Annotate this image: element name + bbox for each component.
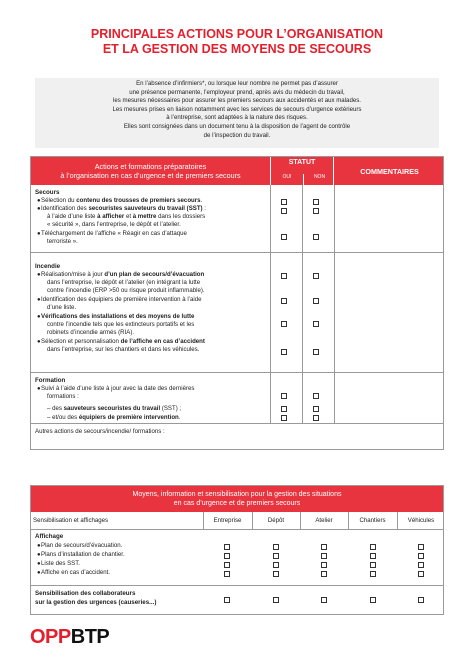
list-item-continued: dans l’entreprise, sur les chantiers et dans les véhicules. bbox=[47, 346, 200, 353]
bullet-icon: ● bbox=[37, 386, 41, 392]
intro-line: une présence permanente, l’employeur prend, après avis du médecin du travail, bbox=[129, 88, 345, 96]
list-item: Vérifications des installations et des moyens de lutte bbox=[41, 313, 195, 320]
checkbox-oui[interactable] bbox=[281, 393, 287, 399]
commentaires-header: COMMENTAIRES bbox=[360, 166, 419, 176]
column-header-chantiers: Chantiers bbox=[359, 517, 386, 524]
bullet-icon: ● bbox=[37, 339, 41, 345]
intro-line: En l’absence d’infirmiers*, ou lorsque leur nombre ne permet pas d’assurer bbox=[136, 80, 338, 87]
actions-header-label bbox=[31, 157, 270, 185]
divider bbox=[31, 423, 443, 424]
moyens-header-line-1: Moyens, information et sensibilisation pour la gestion des situations bbox=[132, 491, 342, 498]
actions-table-header bbox=[31, 157, 443, 185]
divider bbox=[270, 185, 271, 423]
checkbox-oui[interactable] bbox=[281, 321, 287, 327]
checkbox-oui[interactable] bbox=[281, 415, 287, 421]
checkbox-depot[interactable] bbox=[273, 544, 279, 550]
checkbox-oui[interactable] bbox=[281, 349, 287, 355]
checkbox-entreprise[interactable] bbox=[224, 571, 230, 577]
checkbox-atelier[interactable] bbox=[321, 562, 327, 568]
intro-line: de l’inspection du travail. bbox=[203, 131, 271, 139]
intro-line: Elles sont consignées dans un document tenu à la disposition de l’agent de contrôle bbox=[123, 122, 351, 130]
intro-line: Les mesures prises en liaison notamment avec les services de secours d’urgence extérieurs bbox=[112, 105, 362, 113]
moyens-table bbox=[30, 485, 444, 615]
checkbox-non[interactable] bbox=[313, 415, 319, 421]
list-item: Plans d’installation de chantier. bbox=[41, 551, 125, 558]
intro-line: à l’entreprise, sont adaptées à la nature des risques. bbox=[166, 114, 308, 122]
bullet-icon: ● bbox=[37, 297, 41, 303]
list-item-continued: contre l’incendie tels que les extincteurs portatifs et les bbox=[47, 321, 195, 328]
checkbox-vehicules[interactable] bbox=[418, 571, 424, 577]
section-title-incendie: Incendie bbox=[35, 263, 61, 270]
checkbox-oui[interactable] bbox=[281, 199, 287, 205]
checkbox-vehicules[interactable] bbox=[418, 562, 424, 568]
checkbox-vehicules[interactable] bbox=[418, 553, 424, 559]
checkbox-atelier[interactable] bbox=[321, 544, 327, 550]
list-item: Téléchargement de l’affiche « Réagir en cas d’attaque bbox=[41, 230, 187, 237]
section-title-formation: Formation bbox=[35, 377, 66, 384]
checkbox-atelier[interactable] bbox=[321, 597, 327, 603]
list-item: Identification des secouristes sauveteurs du travail (SST) : bbox=[41, 205, 206, 212]
checkbox-oui[interactable] bbox=[281, 298, 287, 304]
divider bbox=[31, 529, 443, 530]
bullet-icon: ● bbox=[37, 561, 41, 567]
intro-box bbox=[35, 78, 439, 148]
divider bbox=[302, 185, 303, 423]
checkbox-chantiers[interactable] bbox=[370, 553, 376, 559]
actions-header-line-1: Actions et formations préparatoires bbox=[94, 162, 207, 171]
checkbox-non[interactable] bbox=[313, 273, 319, 279]
section-title-secours: Secours bbox=[35, 189, 60, 196]
checkbox-chantiers[interactable] bbox=[370, 544, 376, 550]
checkbox-atelier[interactable] bbox=[321, 571, 327, 577]
moyens-table-header bbox=[31, 486, 443, 512]
checkbox-oui[interactable] bbox=[281, 273, 287, 279]
non-label: NON bbox=[303, 174, 335, 185]
logo-part-opp: OPP bbox=[30, 626, 71, 648]
intro-line: les mesures nécessaires pour assurer les premiers secours aux accidentés et aux malades. bbox=[113, 97, 361, 105]
logo-part-btp: BTP bbox=[70, 626, 110, 648]
checkbox-depot[interactable] bbox=[273, 571, 279, 577]
checkbox-depot[interactable] bbox=[273, 562, 279, 568]
list-item-continued: « sécurité », dans l’entreprise, le dépôt et l’atelier. bbox=[47, 221, 181, 228]
divider bbox=[31, 372, 443, 373]
list-item: Affiche en cas d’accident. bbox=[41, 569, 110, 576]
list-item-continued: robinets d’incendie armés (RIA). bbox=[47, 329, 135, 336]
bullet-icon: ● bbox=[37, 570, 41, 576]
bullet-icon: ● bbox=[37, 552, 41, 558]
checkbox-depot[interactable] bbox=[273, 553, 279, 559]
statut-header bbox=[270, 157, 334, 185]
moyens-header-line-2: en cas d’urgence et de premiers secours bbox=[173, 500, 301, 507]
checkbox-non[interactable] bbox=[313, 321, 319, 327]
checkbox-chantiers[interactable] bbox=[370, 597, 376, 603]
checkbox-non[interactable] bbox=[313, 199, 319, 205]
bullet-icon: ● bbox=[37, 198, 41, 204]
sensibilisation-label: Sensibilisation des collaborateurs sur la gestion des urgences (causeries...) bbox=[35, 590, 157, 606]
list-item-continued: contre l’incendie (ERP >50 ou risque produit inflammable). bbox=[47, 287, 205, 294]
list-item: Suivi à l’aide d’une liste à jour avec la date des dernières bbox=[41, 385, 195, 392]
column-header-depot: Dépôt bbox=[267, 517, 285, 524]
checkbox-vehicules[interactable] bbox=[418, 597, 424, 603]
checkbox-vehicules[interactable] bbox=[418, 544, 424, 550]
list-item-continued: formations : bbox=[47, 393, 79, 400]
checkbox-non[interactable] bbox=[313, 208, 319, 214]
divider bbox=[334, 185, 335, 423]
checkbox-entreprise[interactable] bbox=[224, 544, 230, 550]
checkbox-oui[interactable] bbox=[281, 208, 287, 214]
checkbox-non[interactable] bbox=[313, 234, 319, 240]
checkbox-chantiers[interactable] bbox=[370, 571, 376, 577]
list-item-continued: à l’aide d’une liste à afficher et à mettre dans les dossiers bbox=[47, 213, 206, 220]
checkbox-non[interactable] bbox=[313, 406, 319, 412]
list-item-continued: terroriste ». bbox=[47, 238, 78, 245]
column-header-vehicules: Véhicules bbox=[407, 517, 435, 524]
statut-label: STATUT bbox=[288, 159, 316, 166]
title-line-1: PRINCIPALES ACTIONS POUR L’ORGANISATION bbox=[90, 27, 384, 41]
divider bbox=[31, 585, 443, 586]
list-item: Réalisation/mise à jour d’un plan de secours/d’évacuation bbox=[41, 271, 205, 278]
checkbox-non[interactable] bbox=[313, 349, 319, 355]
section-title-affichage: Affichage bbox=[35, 533, 64, 540]
list-item-continued: d’une liste. bbox=[47, 304, 77, 311]
list-item: Identification des équipiers de première intervention à l’aide bbox=[41, 296, 202, 303]
checkbox-entreprise[interactable] bbox=[224, 562, 230, 568]
list-item-continued: dans l’entreprise, le dépôt et l’atelier (en intégrant la lutte bbox=[47, 279, 201, 286]
bullet-icon: ● bbox=[37, 206, 41, 212]
bullet-icon: ● bbox=[37, 314, 41, 320]
checkbox-chantiers[interactable] bbox=[370, 562, 376, 568]
list-item: Sélection du contenu des trousses de premiers secours. bbox=[41, 197, 203, 204]
checkbox-non[interactable] bbox=[313, 298, 319, 304]
list-item: Plan de secours/d’évacuation. bbox=[41, 542, 123, 549]
checkbox-oui[interactable] bbox=[281, 234, 287, 240]
checkbox-entreprise[interactable] bbox=[224, 553, 230, 559]
list-item-continued: – des sauveteurs secouristes du travail (SST) ; bbox=[47, 405, 182, 412]
checkbox-atelier[interactable] bbox=[321, 553, 327, 559]
checkbox-non[interactable] bbox=[313, 393, 319, 399]
column-header-atelier: Atelier bbox=[315, 517, 333, 524]
bullet-icon: ● bbox=[37, 543, 41, 549]
oui-label: OUI bbox=[282, 174, 292, 180]
autres-actions-label: Autres actions de secours/incendie/ formations : bbox=[35, 428, 165, 435]
list-item: Sélection et personnalisation de l’affiche en cas d’accident bbox=[41, 338, 205, 345]
column-header-sensibilisation: Sensibilisation et affichages bbox=[33, 517, 109, 524]
actions-header-line-2: à l’organisation en cas d’urgence et de premiers secours bbox=[60, 171, 241, 180]
actions-table bbox=[30, 156, 444, 450]
checkbox-entreprise[interactable] bbox=[224, 597, 230, 603]
list-item: Liste des SST. bbox=[41, 560, 80, 567]
divider bbox=[31, 252, 443, 253]
bullet-icon: ● bbox=[37, 231, 41, 237]
list-item-continued: – et/ou des équipiers de première intervention. bbox=[47, 414, 181, 421]
title-line-2: ET LA GESTION DES MOYENS DE SECOURS bbox=[102, 42, 372, 56]
oppbtp-logo bbox=[30, 626, 109, 649]
page-title bbox=[0, 27, 474, 57]
checkbox-depot[interactable] bbox=[273, 597, 279, 603]
checkbox-oui[interactable] bbox=[281, 406, 287, 412]
bullet-icon: ● bbox=[37, 272, 41, 278]
column-header-entreprise: Entreprise bbox=[213, 517, 242, 524]
